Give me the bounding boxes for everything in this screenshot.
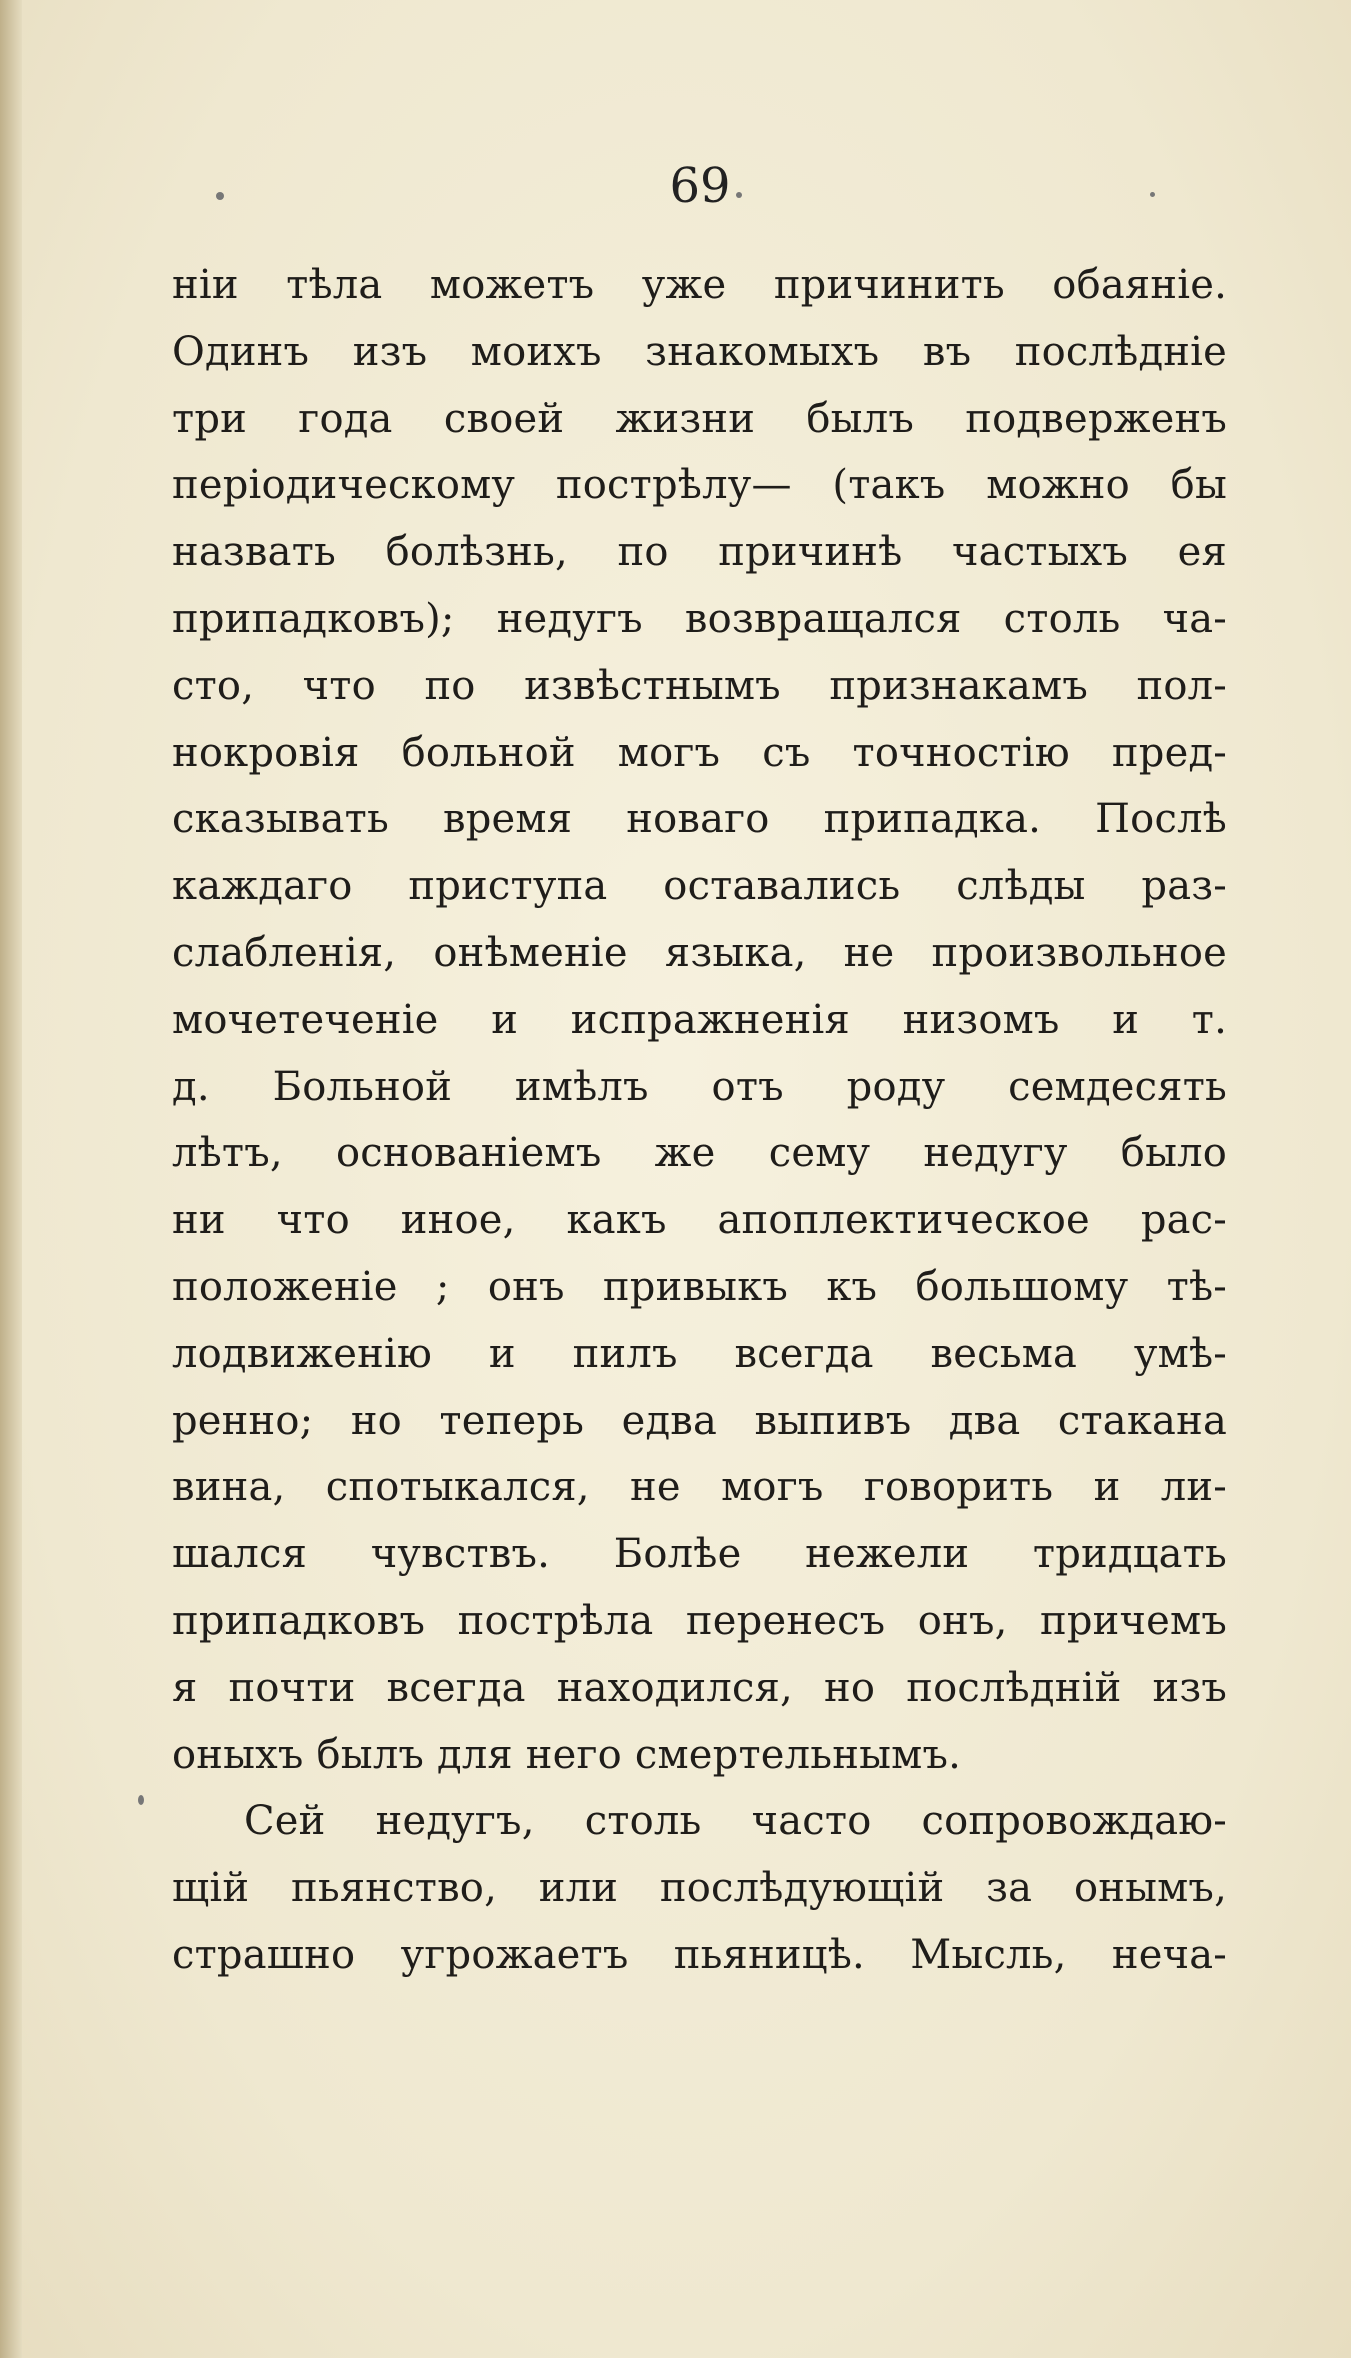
text-line: нiи тѣла можетъ уже причинить обаянiе. (172, 262, 1227, 308)
text-line: шался чувствъ. Болѣе нежели тридцать (172, 1531, 1227, 1578)
text-line: д. Больной имѣлъ отъ роду семдесять (172, 1063, 1227, 1110)
print-speck (736, 192, 742, 198)
text-line: назвать болѣзнь, по причинѣ частыхъ ея (172, 529, 1227, 576)
text-line: оныхъ былъ для него смертельнымъ. (172, 1731, 962, 1778)
text-line: лѣтъ, основанiемъ же сему недугу было (172, 1130, 1227, 1177)
page-edge-shadow (0, 0, 22, 2358)
text-line: вина, спотыкался, не могъ говорить и ли- (172, 1464, 1227, 1511)
text-line: ренно; но теперь едва выпивъ два стакана (172, 1397, 1227, 1444)
text-line: положенiе ; онъ привыкъ къ большому тѣ- (172, 1263, 1227, 1310)
text-line: припадковъ); недугъ возвращался столь ча- (172, 595, 1227, 642)
text-line: каждаго приступа оставались слѣды раз- (172, 863, 1227, 910)
text-line: три года своей жизни былъ подверженъ (172, 395, 1227, 442)
text-line: я почти всегда находился, но послѣднiй изъ (172, 1664, 1227, 1711)
text-line: ни что иное, какъ апоплектическое рас- (172, 1197, 1227, 1244)
text-line: щiй пьянство, или послѣдующiй за онымъ, (172, 1865, 1227, 1912)
text-line: перiодическому пострѣлу— (такъ можно бы (172, 462, 1227, 509)
text-line: Одинъ изъ моихъ знакомыхъ въ послѣднiе (172, 328, 1227, 375)
text-line: припадковъ пострѣла перенесъ онъ, причемъ (172, 1597, 1227, 1644)
text-line: сто, что по извѣстнымъ признакамъ пол- (172, 662, 1227, 709)
print-speck (216, 192, 224, 200)
text-line: мочетеченiе и испражненiя низомъ и т. (172, 996, 1227, 1043)
text-line: слабленiя, онѣменiе языка, не произвольное (172, 929, 1227, 976)
text-line: сказывать время новаго припадка. Послѣ (172, 796, 1227, 843)
text-line: страшно угрожаетъ пьяницѣ. Мысль, неча- (172, 1931, 1227, 1978)
print-speck (1150, 192, 1155, 197)
body-text (172, 252, 1227, 1989)
print-speck (138, 1795, 144, 1805)
text-line: лодвиженiю и пилъ всегда весьма умѣ- (172, 1330, 1227, 1377)
text-line: нокровiя больной могъ съ точностiю пред- (172, 729, 1227, 776)
page-number: 69 (669, 158, 731, 214)
text-line: Сей недугъ, столь часто сопровождаю- (244, 1798, 1227, 1845)
